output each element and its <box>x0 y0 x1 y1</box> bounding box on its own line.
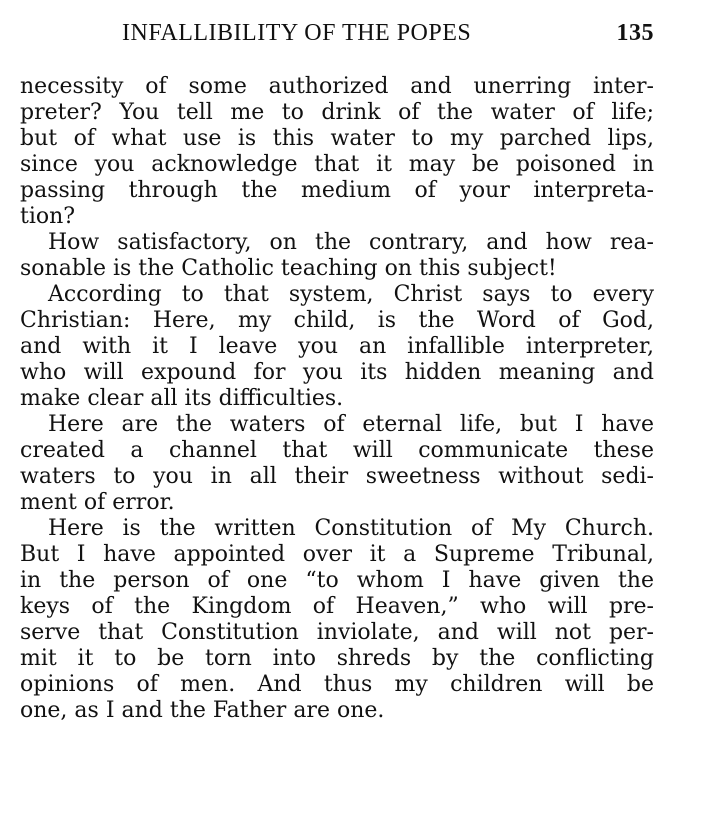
running-title: INFALLIBILITY OF THE POPES <box>122 20 472 46</box>
text-line: who will expound for you its hidden meaning and <box>20 360 654 385</box>
text-line: Here is the written Constitution of My Church. <box>48 516 654 541</box>
text-line: Christian: Here, my child, is the Word of God, <box>20 308 654 333</box>
paragraph <box>20 282 654 412</box>
paragraph <box>20 412 654 516</box>
body-text <box>20 74 654 724</box>
paragraph <box>20 516 654 724</box>
text-line: preter? You tell me to drink of the water of life; <box>20 100 654 125</box>
text-line: created a channel that will communicate these <box>20 438 654 463</box>
text-line: waters to you in all their sweetness without sedi- <box>20 464 654 489</box>
text-line: ment of error. <box>20 490 175 515</box>
page-number: 135 <box>616 20 654 46</box>
text-line: passing through the medium of your interpreta- <box>20 178 654 203</box>
text-line: in the person of one “to whom I have given the <box>20 568 654 593</box>
text-line: tion? <box>20 204 76 229</box>
text-line: mit it to be torn into shreds by the conflicting <box>20 646 654 671</box>
text-line: make clear all its difficulties. <box>20 386 344 411</box>
text-line: How satisfactory, on the contrary, and how rea- <box>48 230 654 255</box>
text-line: According to that system, Christ says to every <box>48 282 654 307</box>
text-line: opinions of men. And thus my children will be <box>20 672 654 697</box>
text-line: But I have appointed over it a Supreme Tribunal, <box>20 542 654 567</box>
text-line: sonable is the Catholic teaching on this subject! <box>20 256 557 281</box>
text-line: and with it I leave you an infallible interpreter, <box>20 334 654 359</box>
text-line: since you acknowledge that it may be poisoned in <box>20 152 654 177</box>
text-line: keys of the Kingdom of Heaven,” who will pre- <box>20 594 654 619</box>
running-head <box>122 20 654 54</box>
text-line: but of what use is this water to my parched lips, <box>20 126 654 151</box>
text-line: serve that Constitution inviolate, and will not per- <box>20 620 654 645</box>
text-line: Here are the waters of eternal life, but I have <box>48 412 654 437</box>
paragraph <box>20 230 654 282</box>
text-line: one, as I and the Father are one. <box>20 698 385 723</box>
text-line: necessity of some authorized and unerring inter- <box>20 74 654 99</box>
paragraph <box>20 74 654 230</box>
